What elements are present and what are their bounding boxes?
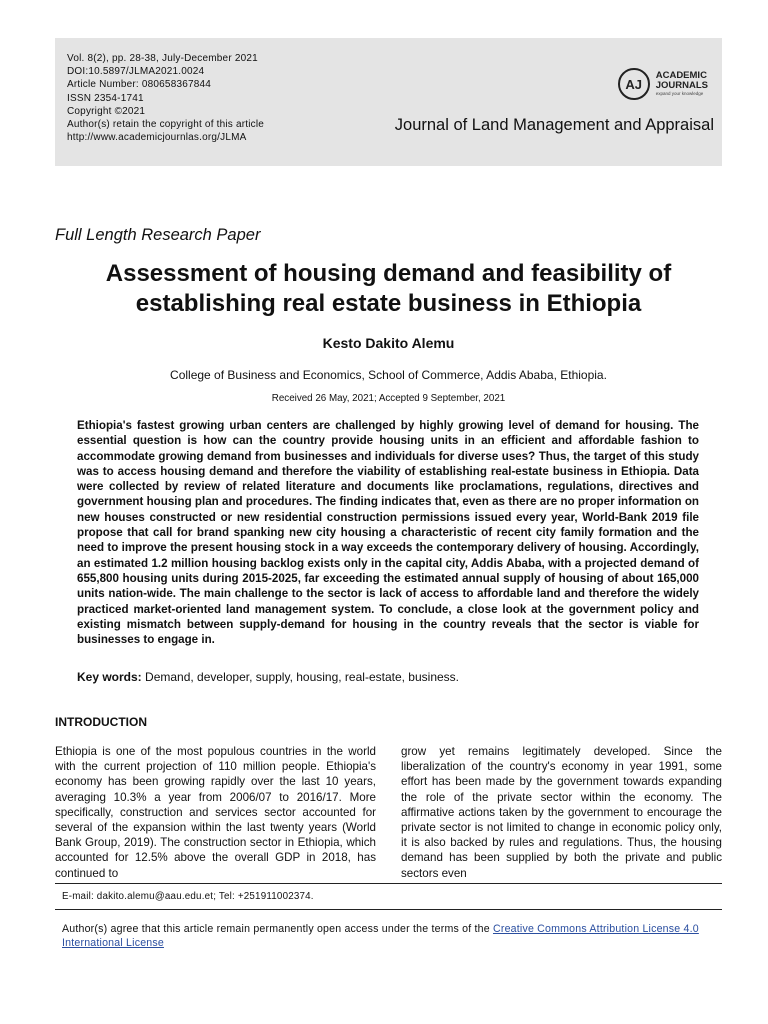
footer-divider-bottom bbox=[55, 909, 722, 910]
introduction-left-column: Ethiopia is one of the most populous countries in the world with the current projection of 110 million people. Ethiopia's economy has been growing rapidly over the last 10 years, averaging 10.3% a year from 2006/07 to 2016/17. More specifically, construction and services sector accounted for several of the expansion within the last twenty years (World Bank Group, 2019). The construction sector in Ethiopia, which accounted for 12.5% above the overall GDP in 2018, has continued to bbox=[55, 745, 376, 880]
keywords-label: Key words: bbox=[77, 670, 142, 684]
paper-title: Assessment of housing demand and feasibility of establishing real estate business in Ethiopia bbox=[105, 260, 672, 317]
creative-commons-link[interactable]: Creative Commons Attribution License 4.0 International License bbox=[62, 923, 699, 949]
article-number-line: Article Number: 080658367844 bbox=[67, 79, 212, 91]
author-name: Kesto Dakito Alemu bbox=[322, 335, 455, 351]
logo-text bbox=[656, 71, 708, 97]
aj-logo-icon: AJ bbox=[618, 68, 650, 100]
introduction-right-column: grow yet remains legitimately developed. Since the liberalization of the country's economy in year 1991, some effort has been made by the government towards expanding the role of the private sector within the economy. The affirmative actions taken by the government to encourage the private sector is not limited to change in economic policy only, it is also backed by rules and regulations. Thus, the housing demand has been supplied by both the private and public sectors even bbox=[401, 745, 722, 880]
copyright-retain-line: Author(s) retain the copyright of this article bbox=[67, 119, 265, 131]
doi-line: DOI:10.5897/JLMA2021.0024 bbox=[67, 66, 205, 78]
footer-divider-top bbox=[55, 883, 722, 884]
article-metadata bbox=[67, 52, 264, 144]
journal-header bbox=[55, 38, 722, 166]
author-affiliation: College of Business and Economics, School of Commerce, Addis Ababa, Ethiopia. bbox=[170, 368, 607, 382]
logo-line-2: JOURNALS bbox=[655, 80, 708, 91]
paper-type: Full Length Research Paper bbox=[55, 226, 261, 244]
license-notice bbox=[62, 922, 722, 950]
license-text: Author(s) agree that this article remain permanently open access under the terms of the bbox=[62, 923, 490, 935]
received-accepted-dates: Received 26 May, 2021; Accepted 9 September, 2021 bbox=[271, 393, 506, 404]
keywords-list: Demand, developer, supply, housing, real-estate, business. bbox=[145, 670, 459, 684]
volume-line: Vol. 8(2), pp. 28-38, July-December 2021 bbox=[67, 53, 258, 64]
issn-line: ISSN 2354-1741 bbox=[67, 92, 144, 104]
journal-title: Journal of Land Management and Appraisal bbox=[394, 116, 714, 134]
journal-url-line: http://www.academicjournlas.org/JLMA bbox=[67, 132, 247, 144]
introduction-heading: INTRODUCTION bbox=[55, 715, 147, 729]
academic-journals-logo bbox=[618, 68, 708, 100]
abstract: Ethiopia's fastest growing urban centers are challenged by highly growing level of demand for housing. The essential question is how can the country provide housing units in an efficient and affordable fashion to accommodate growing demand from businesses and individuals for diverse uses? Thus, the target of this study was to access housing demand and therefore the viability of establishing real-estate business in Ethiopia. Data were collected by review of related literature and documents like proclamations, regulations, directives and government housing plan and procedures. The finding indicates that, even as there are no proper information on new houses constructed or new residential construction permissions issued every year, World-Bank 2019 file propose that call for brand spanking new city housing a characteristic of recent city family formation and the need to improve the present housing stock in a way exceeds the contemporary delivery of housing. Accordingly, an estimated 1.2 million housing backlog exists only in the capital city, Addis Ababa, with a projected demand of 655,800 housing units during 2015-2025, far exceeding the estimated annual supply of housing of about 165,000 units nation-wide. The main challenge to the sector is lack of access to affordable land and therefore the widely practiced market-oriented land management system. To conclude, a close look at the government policy and existing mismatch between supply-demand for housing in the country reveals that the sector is viable for businesses to engage in. bbox=[77, 419, 699, 647]
keywords bbox=[77, 670, 459, 684]
logo-line-1: ACADEMIC bbox=[655, 70, 707, 81]
contact-line: E-mail: dakito.alemu@aau.edu.et; Tel: +251911002374. bbox=[62, 891, 314, 902]
logo-tagline: expand your knowledge bbox=[655, 91, 704, 96]
copyright-line: Copyright ©2021 bbox=[67, 105, 146, 117]
